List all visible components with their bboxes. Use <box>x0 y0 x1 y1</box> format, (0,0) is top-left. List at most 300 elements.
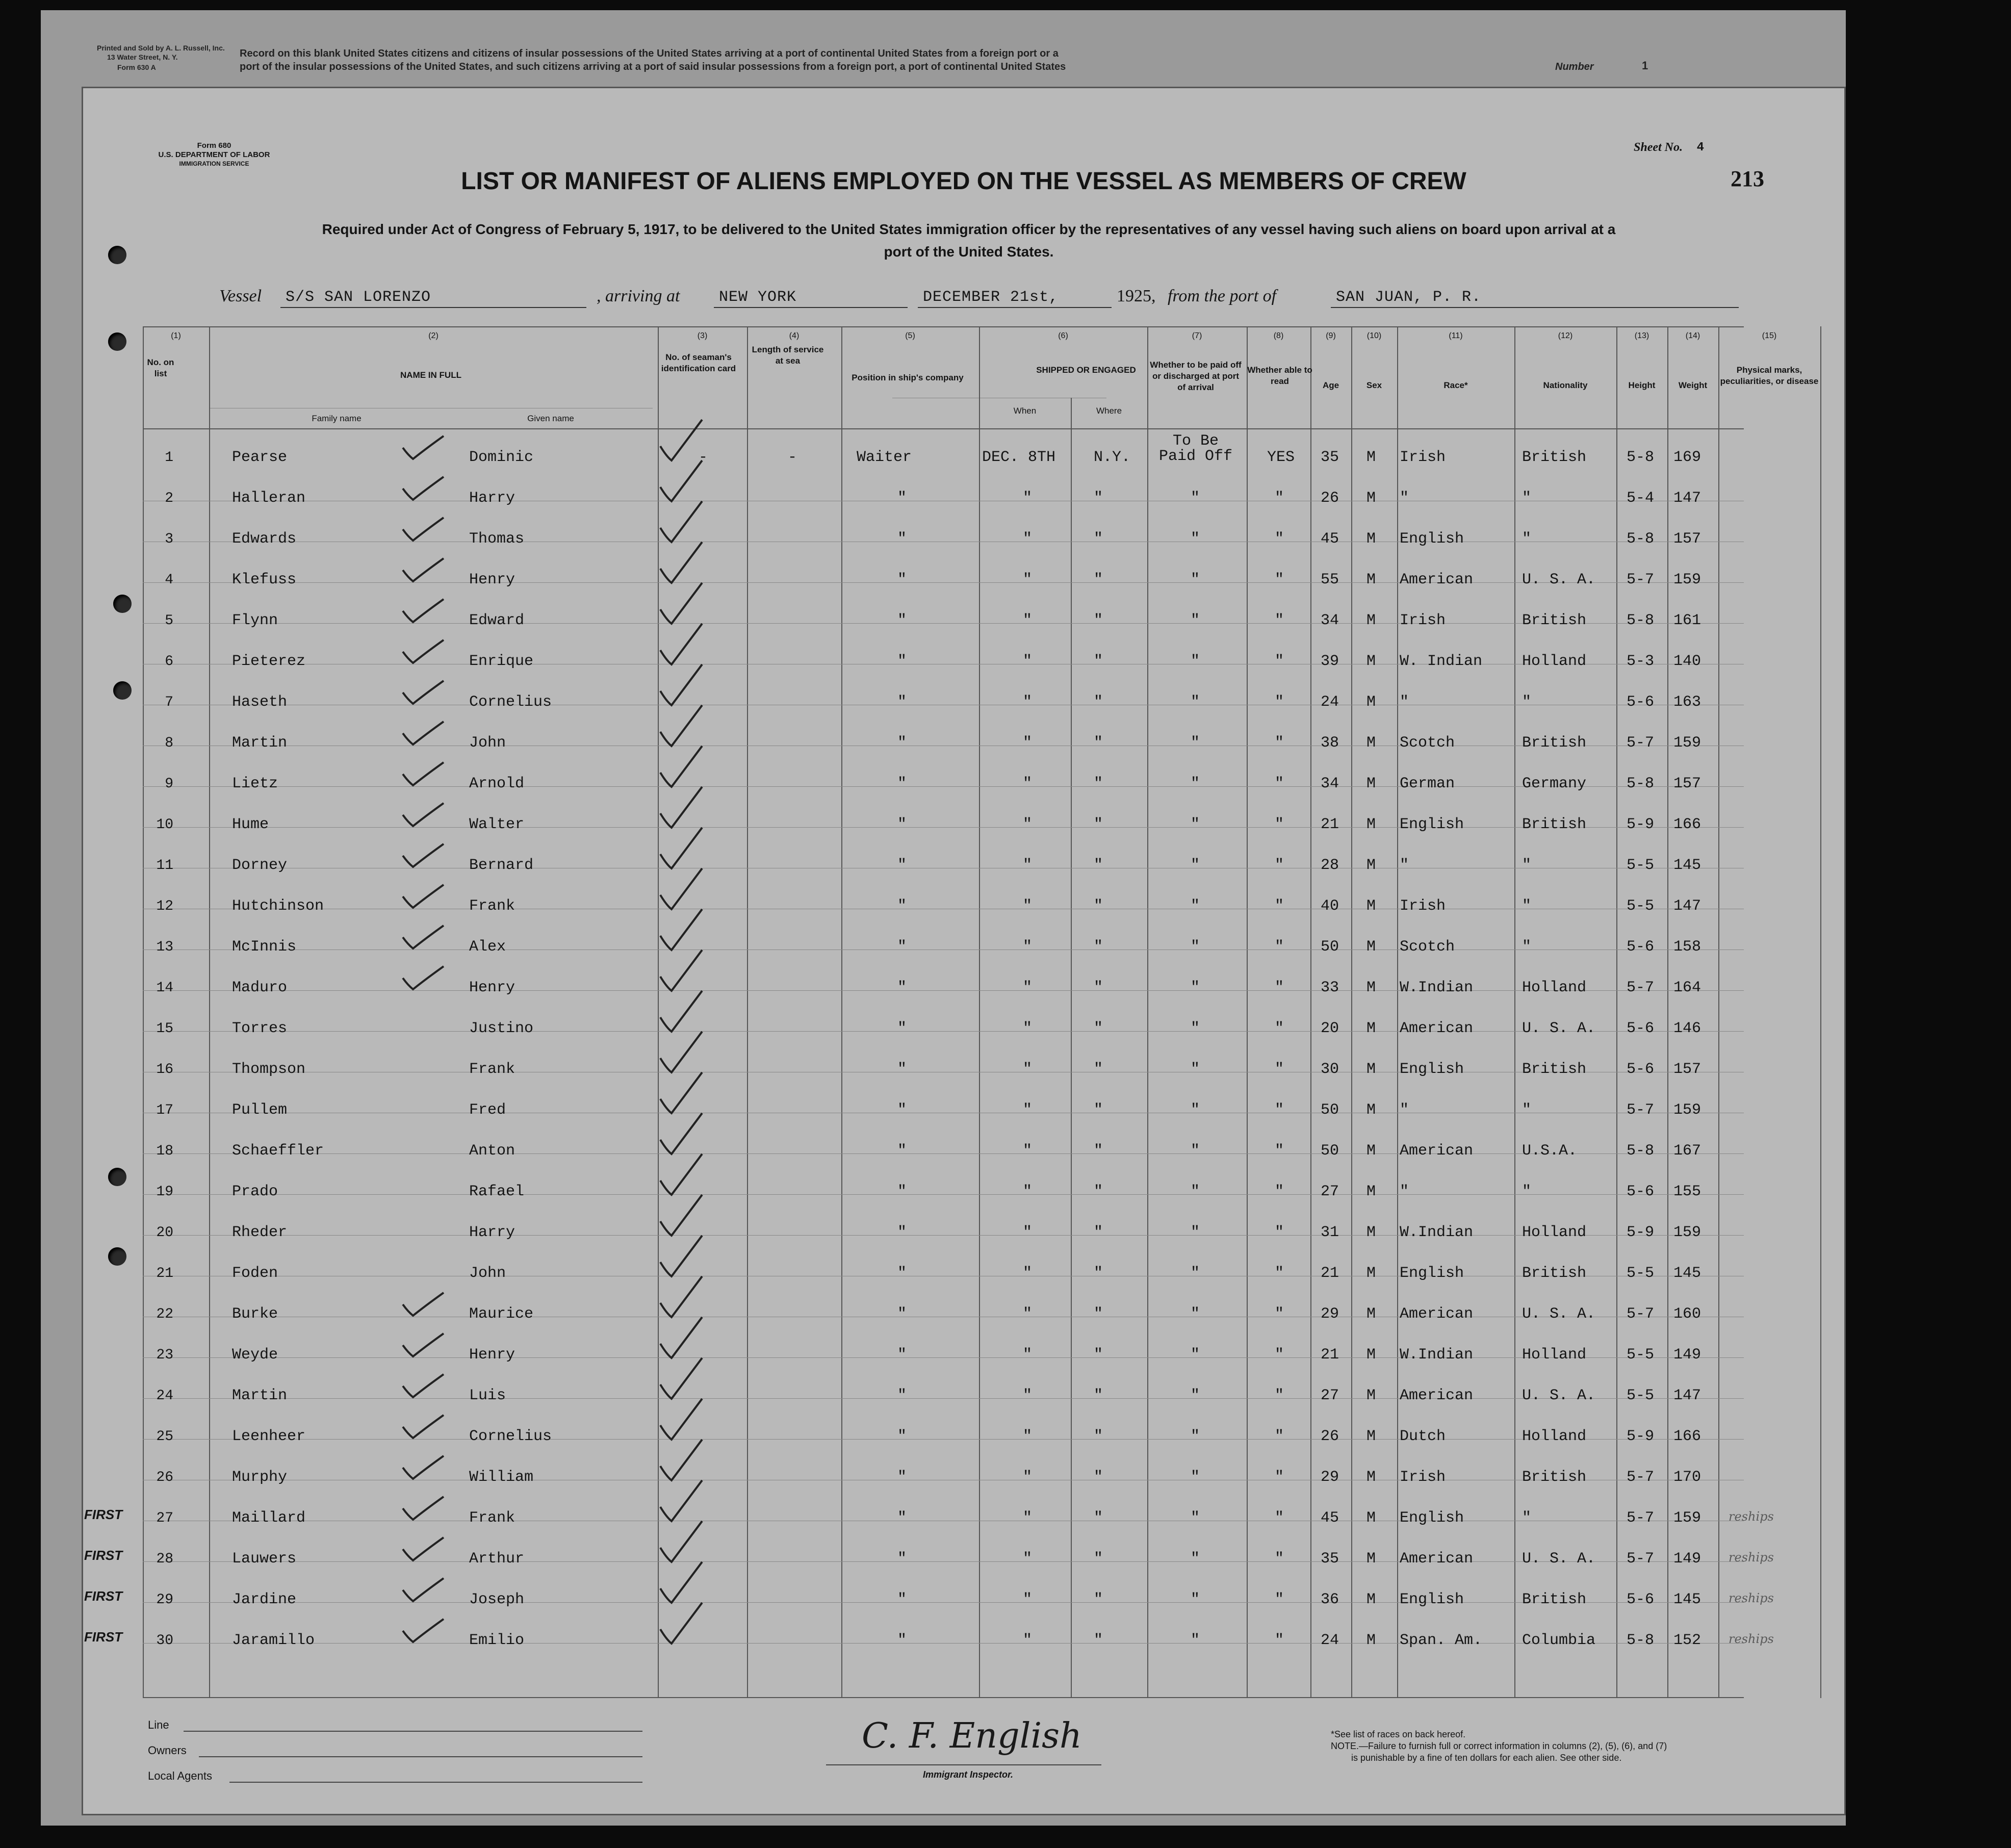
sex-cell: M <box>1367 530 1376 548</box>
weight-cell: 152 <box>1673 1632 1701 1649</box>
able-to-read-cell: " <box>1275 653 1284 670</box>
paid-off-cell: " <box>1191 1061 1200 1078</box>
row-number-cell: 30 <box>156 1633 173 1649</box>
height-cell: 5-7 <box>1627 734 1655 752</box>
id-card-check-mark <box>660 664 702 705</box>
shipped-when-cell: " <box>1023 734 1033 752</box>
id-card-check-mark <box>660 624 702 664</box>
able-to-read-cell: " <box>1275 571 1284 588</box>
race-cell: W. Indian <box>1400 653 1483 670</box>
sex-cell: M <box>1367 734 1376 752</box>
legal-requirement <box>153 218 1785 263</box>
family-name-cell: Burke <box>232 1305 278 1323</box>
family-name-cell: Martin <box>232 734 288 752</box>
col-header-sex: Sex <box>1366 380 1382 390</box>
shipped-where-cell: " <box>1094 1632 1103 1649</box>
position-cell: " <box>897 734 907 752</box>
height-cell: 5-6 <box>1627 1591 1655 1608</box>
shipped-where-cell: " <box>1094 1101 1103 1119</box>
name-check-mark <box>403 1619 444 1642</box>
row-number-cell: 19 <box>156 1184 173 1200</box>
id-card-check-mark <box>660 1032 702 1072</box>
nationality-cell: U. S. A. <box>1522 1550 1596 1568</box>
position-cell: " <box>897 816 907 833</box>
row-number-cell: 13 <box>156 939 173 955</box>
position-cell: " <box>897 897 907 915</box>
position-cell: " <box>897 490 907 507</box>
weight-cell: 145 <box>1673 857 1701 874</box>
column-rule <box>1820 326 1821 1698</box>
col-header-given: Given name <box>527 414 574 423</box>
height-cell: 5-9 <box>1627 1428 1655 1445</box>
shipped-where-cell: " <box>1094 734 1103 752</box>
inspector-signature: C. F. English <box>862 1716 1082 1756</box>
race-cell: American <box>1400 1387 1474 1404</box>
shipped-when-cell: " <box>1023 1387 1033 1404</box>
shipped-where-cell: " <box>1094 857 1103 874</box>
paid-off-cell: " <box>1191 1346 1200 1364</box>
record-text-2: port of the insular possessions of the United States, and such citizens arriving at a port of said insular possessions from a foreign port, a port of continental United States <box>240 61 1066 72</box>
given-name-cell: Cornelius <box>469 694 552 711</box>
side-annotation: FIRST <box>84 1507 123 1522</box>
row-number-cell: 21 <box>156 1266 173 1281</box>
column-number: (1) <box>171 331 181 340</box>
row-number-cell: 6 <box>165 654 173 670</box>
sex-cell: M <box>1367 1020 1376 1037</box>
number-value: 1 <box>1642 59 1648 72</box>
nationality-cell: " <box>1522 938 1532 956</box>
able-to-read-cell: " <box>1275 1387 1284 1404</box>
sex-cell: M <box>1367 1428 1376 1445</box>
height-cell: 5-6 <box>1627 1061 1655 1078</box>
able-to-read-cell: YES <box>1267 449 1295 466</box>
given-name-cell: Maurice <box>469 1305 534 1323</box>
sex-cell: M <box>1367 1346 1376 1364</box>
given-name-cell: John <box>469 1265 506 1282</box>
weight-cell: 145 <box>1673 1265 1701 1282</box>
arriving-label: , arriving at <box>597 287 680 305</box>
shipped-when-cell: " <box>1023 1020 1033 1037</box>
race-cell: Scotch <box>1400 938 1455 956</box>
column-rule <box>979 326 980 1698</box>
row-rule <box>143 1643 1744 1644</box>
position-cell: " <box>897 1550 907 1568</box>
able-to-read-cell: " <box>1275 1142 1284 1160</box>
name-check-mark <box>403 1578 444 1601</box>
position-cell: " <box>897 979 907 996</box>
height-cell: 5-3 <box>1627 653 1655 670</box>
able-to-read-cell: " <box>1275 938 1284 956</box>
age-cell: 29 <box>1321 1469 1339 1486</box>
paid-off-cell: " <box>1191 734 1200 752</box>
line-underline <box>184 1731 642 1732</box>
id-card-check-mark <box>660 542 702 583</box>
shipped-when-cell: " <box>1023 938 1033 956</box>
printer-line-1: Printed and Sold by A. L. Russell, Inc. <box>97 44 225 52</box>
family-name-cell: Rheder <box>232 1224 288 1241</box>
shipped-where-cell: " <box>1094 1550 1103 1568</box>
id-card-check-mark <box>660 1317 702 1358</box>
name-check-mark <box>403 1374 444 1397</box>
able-to-read-cell: " <box>1275 1550 1284 1568</box>
id-card-check-mark <box>660 1480 702 1521</box>
height-cell: 5-7 <box>1627 1469 1655 1486</box>
weight-cell: 155 <box>1673 1183 1701 1200</box>
weight-cell: 159 <box>1673 734 1701 752</box>
given-name-cell: Harry <box>469 490 515 507</box>
sex-cell: M <box>1367 1061 1376 1078</box>
race-cell: W.Indian <box>1400 979 1474 996</box>
shipped-where-cell: " <box>1094 653 1103 670</box>
row-number-cell: 5 <box>165 613 173 629</box>
column-rule <box>1397 326 1398 1698</box>
paid-off-cell: " <box>1191 979 1200 996</box>
position-cell: " <box>897 938 907 956</box>
shipped-when-cell: " <box>1023 1428 1033 1445</box>
column-rule <box>1071 398 1072 1697</box>
height-cell: 5-4 <box>1627 490 1655 507</box>
row-number-cell: 29 <box>156 1592 173 1608</box>
paid-off-cell: " <box>1191 897 1200 915</box>
nationality-cell: British <box>1522 816 1587 833</box>
weight-cell: 169 <box>1673 449 1701 466</box>
able-to-read-cell: " <box>1275 734 1284 752</box>
row-number-cell: 1 <box>165 450 173 466</box>
column-rule <box>1310 326 1311 1698</box>
row-number-cell: 12 <box>156 899 173 914</box>
nationality-cell: " <box>1522 694 1532 711</box>
height-cell: 5-5 <box>1627 897 1655 915</box>
column-rule <box>1147 326 1148 1698</box>
paid-off-cell: " <box>1191 1224 1200 1241</box>
binding-hole <box>113 595 132 613</box>
row-rule <box>143 1439 1744 1440</box>
column-number: (14) <box>1685 331 1700 340</box>
race-cell: Scotch <box>1400 734 1455 752</box>
race-cell: English <box>1400 1265 1464 1282</box>
given-name-cell: Emilio <box>469 1632 525 1649</box>
position-cell: " <box>897 1346 907 1364</box>
family-name-cell: Jardine <box>232 1591 297 1608</box>
given-name-cell: Henry <box>469 979 515 996</box>
record-text-1: Record on this blank United States citizens and citizens of insular possessions of the United States arriving at a port of continental United States from a foreign port or a <box>240 48 1059 59</box>
able-to-read-cell: " <box>1275 775 1284 792</box>
shipped-where-cell: N.Y. <box>1094 449 1131 466</box>
weight-cell: 159 <box>1673 571 1701 588</box>
race-cell: American <box>1400 1020 1474 1037</box>
column-number: (15) <box>1762 331 1777 340</box>
position-cell: " <box>897 1469 907 1486</box>
id-card-check-mark <box>660 1562 702 1603</box>
col-header-length: Length of service at sea <box>752 345 824 366</box>
sex-cell: M <box>1367 1509 1376 1527</box>
race-cell: " <box>1400 694 1409 711</box>
shipped-where-cell: " <box>1094 1061 1103 1078</box>
row-rule <box>143 990 1744 991</box>
row-number-cell: 22 <box>156 1306 173 1322</box>
arriving-underline <box>714 307 908 308</box>
able-to-read-cell: " <box>1275 1061 1284 1078</box>
paid-off-cell: " <box>1191 775 1200 792</box>
row-number-cell: 28 <box>156 1551 173 1567</box>
weight-cell: 166 <box>1673 816 1701 833</box>
binding-hole <box>113 681 132 700</box>
given-name-cell: Walter <box>469 816 525 833</box>
family-name-cell: Murphy <box>232 1469 288 1486</box>
age-cell: 21 <box>1321 816 1339 833</box>
race-cell: " <box>1400 857 1409 874</box>
penalty-note-1: NOTE.—Failure to furnish full or correct information in columns (2), (5), (6), and (7) <box>1331 1741 1667 1751</box>
row-rule <box>143 827 1744 828</box>
position-cell: " <box>897 1265 907 1282</box>
position-cell: " <box>897 1509 907 1527</box>
name-check-mark <box>403 762 444 785</box>
sex-cell: M <box>1367 1224 1376 1241</box>
sex-cell: M <box>1367 1387 1376 1404</box>
name-check-mark <box>403 926 444 948</box>
row-number-cell: 11 <box>156 858 173 874</box>
id-card-check-mark <box>660 1358 702 1399</box>
row-rule <box>143 582 1744 583</box>
row-rule <box>143 1561 1744 1562</box>
race-cell: English <box>1400 1591 1464 1608</box>
given-name-cell: William <box>469 1469 534 1486</box>
name-check-mark <box>403 885 444 908</box>
weight-cell: 149 <box>1673 1346 1701 1364</box>
weight-cell: 159 <box>1673 1224 1701 1241</box>
shipped-when-cell: DEC. 8TH <box>982 449 1056 466</box>
sheet-no-label: Sheet No. <box>1634 141 1683 154</box>
shipped-where-cell: " <box>1094 1142 1103 1160</box>
physical-marks-cell: reships <box>1729 1550 1774 1564</box>
form-number: Form 680 <box>197 141 231 150</box>
vessel-name: S/S SAN LORENZO <box>286 289 431 306</box>
name-check-mark <box>403 1415 444 1438</box>
shipped-when-cell: " <box>1023 1101 1033 1119</box>
side-annotation: FIRST <box>84 1588 123 1604</box>
shipped-when-cell: " <box>1023 816 1033 833</box>
col-header-height: Height <box>1628 380 1656 390</box>
from-underline <box>1331 307 1739 308</box>
paid-off-cell: " <box>1191 1632 1200 1649</box>
row-number-cell: 24 <box>156 1388 173 1404</box>
given-name-cell: Henry <box>469 571 515 588</box>
shipped-when-cell: " <box>1023 1509 1033 1527</box>
able-to-read-cell: " <box>1275 1428 1284 1445</box>
name-check-mark <box>403 1497 444 1520</box>
column-rule <box>1514 326 1515 1698</box>
col-header-physical: Physical marks, peculiarities, or disease <box>1720 365 1819 386</box>
column-number: (9) <box>1326 331 1336 340</box>
shipped-where-cell: " <box>1094 1387 1103 1404</box>
name-check-mark <box>403 518 444 541</box>
family-name-cell: Pearse <box>232 449 288 466</box>
given-name-cell: Anton <box>469 1142 515 1160</box>
able-to-read-cell: " <box>1275 816 1284 833</box>
sex-cell: M <box>1367 1469 1376 1486</box>
id-card-check-mark <box>660 583 702 624</box>
arrival-date: DECEMBER 21st, <box>923 289 1059 306</box>
able-to-read-cell: " <box>1275 897 1284 915</box>
weight-cell: 159 <box>1673 1101 1701 1119</box>
family-name-cell: Klefuss <box>232 571 297 588</box>
position-cell: Waiter <box>857 449 912 466</box>
column-rule <box>1718 326 1719 1698</box>
department-label: U.S. DEPARTMENT OF LABOR <box>158 150 270 159</box>
height-cell: 5-7 <box>1627 1101 1655 1119</box>
shipped-when-cell: " <box>1023 775 1033 792</box>
age-cell: 24 <box>1321 694 1339 711</box>
family-name-cell: Prado <box>232 1183 278 1200</box>
shipped-where-cell: " <box>1094 1346 1103 1364</box>
height-cell: 5-8 <box>1627 612 1655 629</box>
age-cell: 26 <box>1321 1428 1339 1445</box>
id-card-check-mark <box>660 828 702 868</box>
position-cell: " <box>897 1224 907 1241</box>
paid-off-cell: " <box>1191 857 1200 874</box>
sex-cell: M <box>1367 1591 1376 1608</box>
vessel-underline <box>280 307 586 308</box>
nationality-cell: U.S.A. <box>1522 1142 1578 1160</box>
row-number-cell: 27 <box>156 1510 173 1526</box>
sex-cell: M <box>1367 857 1376 874</box>
height-cell: 5-7 <box>1627 571 1655 588</box>
id-card-check-mark <box>660 1603 702 1644</box>
able-to-read-cell: " <box>1275 1346 1284 1364</box>
row-rule <box>143 623 1744 624</box>
row-number-cell: 4 <box>165 572 173 588</box>
shipped-when-cell: " <box>1023 1550 1033 1568</box>
row-number-cell: 25 <box>156 1429 173 1445</box>
signature-underline <box>826 1764 1101 1765</box>
race-cell: German <box>1400 775 1455 792</box>
id-card-check-mark <box>660 1440 702 1480</box>
id-card-check-mark <box>660 1399 702 1440</box>
id-card-cell: - <box>699 449 708 466</box>
age-cell: 45 <box>1321 1509 1339 1527</box>
shipped-where-cell: " <box>1094 571 1103 588</box>
date-underline <box>918 307 1112 308</box>
able-to-read-cell: " <box>1275 979 1284 996</box>
name-check-mark <box>403 436 444 459</box>
owners-underline <box>199 1756 642 1757</box>
sex-cell: M <box>1367 979 1376 996</box>
weight-cell: 157 <box>1673 530 1701 548</box>
position-cell: " <box>897 1183 907 1200</box>
row-number-cell: 9 <box>165 776 173 792</box>
height-cell: 5-7 <box>1627 1550 1655 1568</box>
height-cell: 5-5 <box>1627 1265 1655 1282</box>
sex-cell: M <box>1367 490 1376 507</box>
race-cell: English <box>1400 1509 1464 1527</box>
age-cell: 35 <box>1321 1550 1339 1568</box>
able-to-read-cell: " <box>1275 1265 1284 1282</box>
height-cell: 5-8 <box>1627 530 1655 548</box>
paid-off-cell: " <box>1191 1142 1200 1160</box>
column-number: (4) <box>789 331 800 340</box>
id-card-check-mark <box>660 746 702 787</box>
name-check-mark <box>403 966 444 989</box>
row-number-cell: 20 <box>156 1225 173 1241</box>
row-number-cell: 23 <box>156 1347 173 1363</box>
column-number: (6) <box>1058 331 1068 340</box>
column-rule <box>143 326 144 1698</box>
position-cell: " <box>897 1101 907 1119</box>
paid-off-cell: " <box>1191 530 1200 548</box>
given-name-cell: Henry <box>469 1346 515 1364</box>
column-number: (7) <box>1192 331 1202 340</box>
nationality-cell: " <box>1522 490 1532 507</box>
col-header-id-card: No. of seaman's identification card <box>661 352 736 373</box>
weight-cell: 158 <box>1673 938 1701 956</box>
weight-cell: 161 <box>1673 612 1701 629</box>
race-cell: Irish <box>1400 1469 1446 1486</box>
shipped-where-cell: " <box>1094 1224 1103 1241</box>
age-cell: 33 <box>1321 979 1339 996</box>
position-cell: " <box>897 857 907 874</box>
weight-cell: 140 <box>1673 653 1701 670</box>
column-number: (11) <box>1449 331 1463 340</box>
given-name-cell: Thomas <box>469 530 525 548</box>
col-header-nationality: Nationality <box>1543 380 1588 390</box>
shipped-where-cell: " <box>1094 938 1103 956</box>
age-cell: 31 <box>1321 1224 1339 1241</box>
nationality-cell: U. S. A. <box>1522 1387 1596 1404</box>
printer-line-3: Form 630 A <box>117 63 156 71</box>
row-rule <box>143 1194 1744 1195</box>
name-check-mark <box>403 1456 444 1479</box>
manifest-sheet <box>82 87 1846 1815</box>
family-name-cell: Lauwers <box>232 1550 297 1568</box>
name-check-mark <box>403 599 444 622</box>
name-check-mark <box>403 558 444 581</box>
nationality-cell: Holland <box>1522 1428 1587 1445</box>
given-name-cell: Edward <box>469 612 525 629</box>
weight-cell: 146 <box>1673 1020 1701 1037</box>
position-cell: " <box>897 1591 907 1608</box>
able-to-read-cell: " <box>1275 1509 1284 1527</box>
sex-cell: M <box>1367 775 1376 792</box>
name-check-mark <box>403 844 444 867</box>
name-check-mark <box>403 722 444 745</box>
position-cell: " <box>897 775 907 792</box>
sex-cell: M <box>1367 571 1376 588</box>
column-number: (5) <box>905 331 915 340</box>
shipped-where-cell: " <box>1094 1591 1103 1608</box>
row-number-cell: 7 <box>165 695 173 710</box>
paid-off-cell: " <box>1191 1591 1200 1608</box>
weight-cell: 164 <box>1673 979 1701 996</box>
shipped-where-cell: " <box>1094 530 1103 548</box>
side-annotation: FIRST <box>84 1548 123 1563</box>
shipped-where-cell: " <box>1094 1265 1103 1282</box>
shipped-where-cell: " <box>1094 897 1103 915</box>
shipped-where-cell: " <box>1094 1020 1103 1037</box>
row-rule <box>143 1357 1744 1358</box>
line-label: Line <box>148 1718 169 1731</box>
family-name-cell: Flynn <box>232 612 278 629</box>
race-cell: American <box>1400 1142 1474 1160</box>
height-cell: 5-5 <box>1627 857 1655 874</box>
age-cell: 36 <box>1321 1591 1339 1608</box>
shipped-when-cell: " <box>1023 571 1033 588</box>
position-cell: " <box>897 1061 907 1078</box>
height-cell: 5-8 <box>1627 775 1655 792</box>
able-to-read-cell: " <box>1275 1591 1284 1608</box>
sheet-stamp-number: 213 <box>1731 166 1764 191</box>
age-cell: 30 <box>1321 1061 1339 1078</box>
weight-cell: 160 <box>1673 1305 1701 1323</box>
